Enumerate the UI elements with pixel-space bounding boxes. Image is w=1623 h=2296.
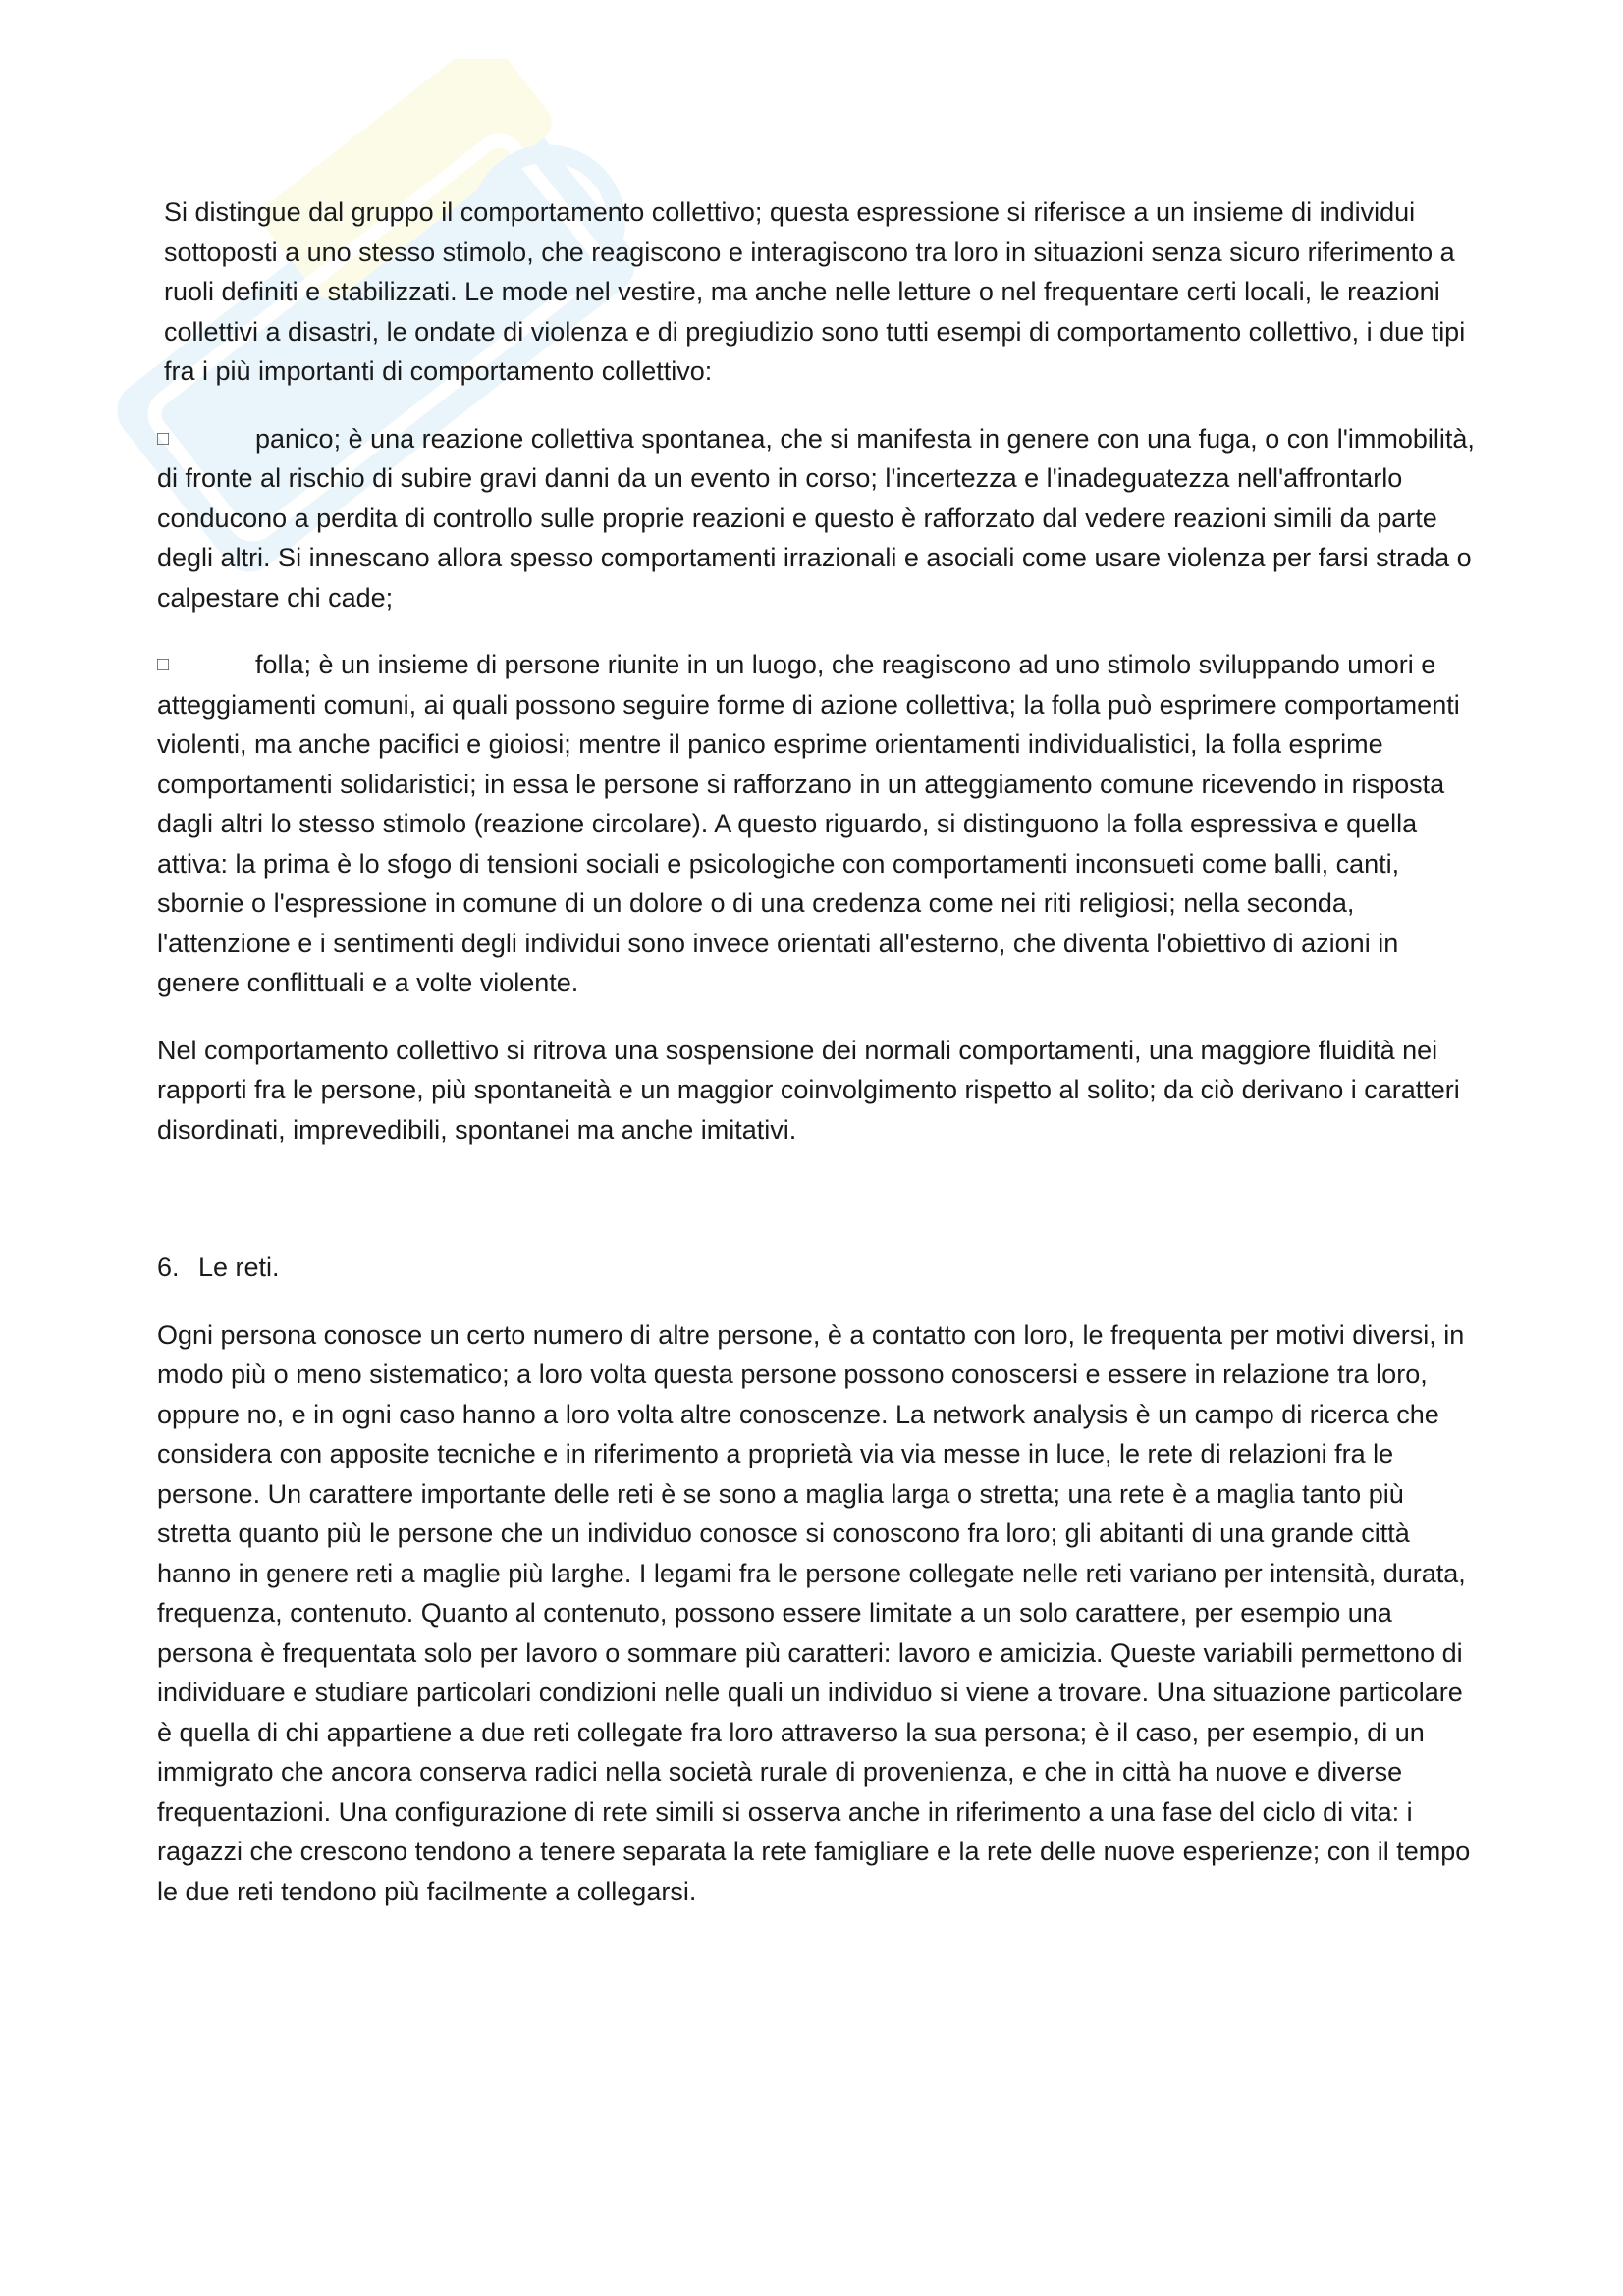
bullet-item-folla bbox=[157, 645, 1485, 1003]
section-number: 6. bbox=[157, 1253, 180, 1282]
bullet-item-panico bbox=[157, 419, 1485, 618]
section-paragraph: Ogni persona conosce un certo numero di altre persone, è a contatto con loro, le frequenta per motivi diversi, in modo più o meno sistematico; a loro volta questa persone possono conoscersi e essere in relazione tra loro, oppure no, e in ogni caso hanno a loro volta altre conoscenze. La network analysis è un campo di ricerca che considera con apposite tecniche e in riferimento a proprietà via via messe in luce, le rete di relazioni fra le persone. Un carattere importante delle reti è se sono a maglia larga o stretta; una rete è a maglia tanto più stretta quanto più le persone che un individuo conosce si conoscono fra loro; gli abitanti di una grande città hanno in genere reti a maglie più larghe. I legami fra le persone collegate nelle reti variano per intensità, durata, frequenza, contenuto. Quanto al contenuto, possono essere limitate a un solo carattere, per esempio una persona è frequentata solo per lavoro o sommare più caratteri: lavoro e amicizia. Queste variabili permettono di individuare e studiare particolari condizioni nelle quali un individuo si viene a trovare. Una situazione particolare è quella di chi appartiene a due reti collegate fra loro attraverso la sua persona; è il caso, per esempio, di un immigrato che ancora conserva radici nella società rurale di provenienza, e che in città ha nuove e diverse frequentazioni. Una configurazione di rete simili si osserva anche in riferimento a una fase del ciclo di vita: i ragazzi che crescono tendono a tenere separata la rete famigliare e la rete delle nuove esperienze; con il tempo le due reti tendono più facilmente a collegarsi. bbox=[157, 1319, 1471, 1906]
bullet-square-icon: □ bbox=[157, 654, 170, 675]
section-heading bbox=[157, 1248, 1485, 1288]
bullet-text: folla; è un insieme di persone riunite in un luogo, che reagiscono ad uno stimolo sviluppando umori e atteggiamenti comuni, ai quali possono seguire forme di azione collettiva; la folla può esprimere comportamenti violenti, ma anche pacifici e gioiosi; mentre il panico esprime orientamenti individualistici, la folla esprime comportamenti solidaristici; in essa le persone si rafforzano in un atteggiamento comune ricevendo in risposta dagli altri lo stesso stimolo (reazione circolare). A questo riguardo, si distinguono la folla espressiva e quella attiva: la prima è lo sfogo di tensioni sociali e psicologiche con comportamenti inconsueti come balli, canti, sbornie o l'espressione in comune di un dolore o di una credenza come nei riti religiosi; nella seconda, l'attenzione e i sentimenti degli individui sono invece orientati all'esterno, che diventa l'obiettivo di azioni in genere conflittuali e a volte violente. bbox=[157, 650, 1460, 997]
bullet-text: panico; è una reazione collettiva spontanea, che si manifesta in genere con una fuga, o con l'immobilità, di fronte al rischio di subire gravi danni da un evento in corso; l'incertezza e l'inadeguatezza nell'affrontarlo conducono a perdita di controllo sulle proprie reazioni e questo è rafforzato dal vedere reazioni simili da parte degli altri. Si innescano allora spesso comportamenti irrazionali e asociali come usare violenza per farsi strada o calpestare chi cade; bbox=[157, 423, 1475, 613]
intro-paragraph: Si distingue dal gruppo il comportamento collettivo; questa espressione si riferisce a un insieme di individui sottoposti a uno stesso stimolo, che reagiscono e interagiscono tra loro in situazioni senza sicuro riferimento a ruoli definiti e stabilizzati. Le mode nel vestire, ma anche nelle letture o nel frequentare certi locali, le reazioni collettivi a disastri, le ondate di violenza e di pregiudizio sono tutti esempi di comportamento collettivo, i due tipi fra i più importanti di comportamento collettivo: bbox=[164, 197, 1466, 386]
bullet-square-icon: □ bbox=[157, 427, 170, 450]
closing-paragraph: Nel comportamento collettivo si ritrova una sospensione dei normali comportamenti, una maggiore fluidità nei rapporti fra le persone, più spontaneità e un maggior coinvolgimento rispetto al solito; da ciò derivano i caratteri disordinati, imprevedibili, spontanei ma anche imitativi. bbox=[157, 1035, 1460, 1145]
section-title: Le reti. bbox=[198, 1253, 280, 1282]
document-body bbox=[157, 192, 1485, 1939]
